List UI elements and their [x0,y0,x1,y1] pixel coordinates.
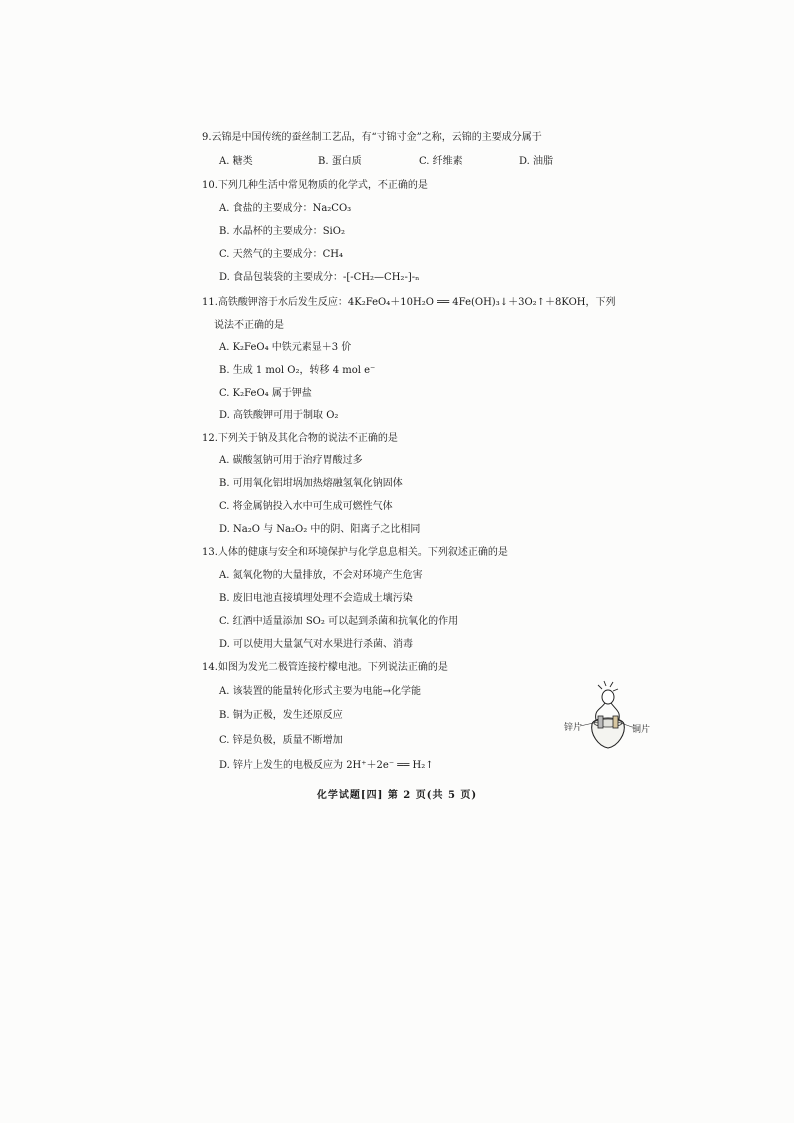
lemon-battery-figure [560,680,672,758]
led-bulb [602,690,614,704]
zinc-plate [598,716,603,728]
question-11-option-d: D. 高铁酸钾可用于制取 O₂ [219,410,339,421]
question-10-stem: 10.下列几种生活中常见物质的化学式，不正确的是 [202,180,428,191]
question-11-option-a: A. K₂FeO₄ 中铁元素显＋3 价 [219,342,352,353]
page-footer: 化学试题[四] 第 2 页(共 5 页) [316,790,478,801]
question-12-stem: 12.下列关于钠及其化合物的说法不正确的是 [202,433,398,444]
question-11-option-c: C. K₂FeO₄ 属于钾盐 [219,388,312,399]
lemon-battery-diagram [560,680,672,758]
question-9-option-d: D. 油脂 [519,156,554,167]
question-12-option-b: B. 可用氧化铝坩埚加热熔融氢氧化钠固体 [219,478,403,489]
question-12-option-d: D. Na₂O 与 Na₂O₂ 中的阴、阳离子之比相同 [219,524,421,535]
question-13-option-d: D. 可以使用大量氯气对水果进行杀菌、消毒 [219,639,414,650]
question-14-option-a: A. 该装置的能量转化形式主要为电能→化学能 [219,686,421,697]
question-10-option-c: C. 天然气的主要成分：CH₄ [219,249,344,260]
question-11-stem-continuation: 说法不正确的是 [214,320,284,331]
question-9-option-c: C. 纤维素 [419,156,463,167]
question-10-option-b: B. 水晶杯的主要成分：SiO₂ [219,226,345,237]
question-9-option-a: A. 糖类 [219,156,253,167]
question-9-stem: 9.云锦是中国传统的蚕丝制工艺品，有“寸锦寸金”之称，云锦的主要成分属于 [202,132,542,143]
question-13-option-b: B. 废旧电池直接填埋处理不会造成土壤污染 [219,593,413,604]
question-14-option-c: C. 锌是负极，质量不断增加 [219,735,343,746]
question-12-option-c: C. 将金属钠投入水中可生成可燃性气体 [219,501,393,512]
question-10-option-d: D. 食品包装袋的主要成分：-[-CH₂—CH₂-]-ₙ [219,272,420,283]
question-14-stem: 14.如图为发光二极管连接柠檬电池。下列说法正确的是 [202,662,448,673]
question-11-stem: 11.高铁酸钾溶于水后发生反应：4K₂FeO₄＋10H₂O ══ 4Fe(OH)₃↓＋3O₂↑＋8KOH，下列 [202,297,616,308]
question-9-option-b: B. 蛋白质 [318,156,362,167]
question-13-option-c: C. 红酒中适量添加 SO₂ 可以起到杀菌和抗氧化的作用 [219,616,459,627]
question-14-option-d: D. 锌片上发生的电极反应为 2H⁺＋2e⁻ ══ H₂↑ [219,760,434,771]
zinc-plate-label: 锌片 [564,723,583,733]
copper-plate-label: 铜片 [632,725,651,735]
question-14-option-b: B. 铜为正极，发生还原反应 [219,710,343,721]
question-11-option-b: B. 生成 1 mol O₂，转移 4 mol e⁻ [219,365,376,376]
question-13-option-a: A. 氮氧化物的大量排放，不会对环境产生危害 [219,570,423,581]
question-10-option-a: A. 食盐的主要成分：Na₂CO₃ [219,203,352,214]
question-13-stem: 13.人体的健康与安全和环境保护与化学息息相关。下列叙述正确的是 [202,547,508,558]
copper-plate [613,716,618,728]
question-12-option-a: A. 碳酸氢钠可用于治疗胃酸过多 [219,455,363,466]
